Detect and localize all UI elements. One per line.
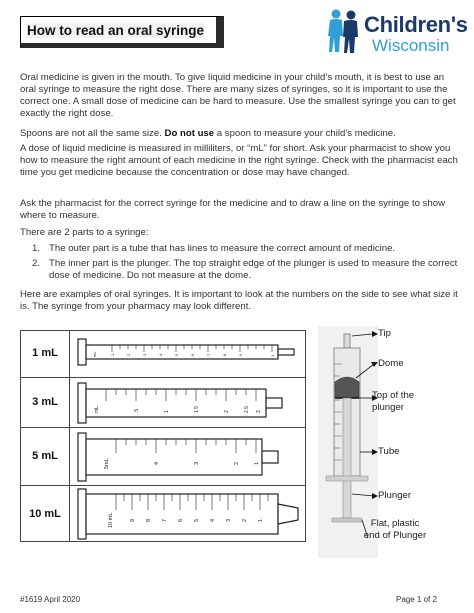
syringe-row-1ml bbox=[21, 331, 305, 377]
syringe-size-label: 3 mL bbox=[32, 396, 58, 408]
scale-mark: 9 bbox=[130, 518, 136, 522]
scale-mark: 8 bbox=[146, 518, 152, 522]
scale-mark: .5 bbox=[134, 408, 140, 413]
syringe-3ml-illustration bbox=[76, 381, 302, 425]
dose-paragraph: A dose of liquid medicine is measured in milliliters, or “mL” for short. Ask your pharmacist to show you how to measure the right amount of each medicine in the right syringe. Check with the pharmacist each time you get medicine because the concentration or dose may have changed. bbox=[20, 143, 458, 179]
scale-mark: .5 bbox=[174, 353, 179, 357]
scale-mark: 1 bbox=[164, 410, 170, 413]
list-number: 2. bbox=[32, 258, 41, 270]
scale-mark: .7 bbox=[206, 353, 211, 357]
scale-mark: 4 bbox=[210, 518, 216, 522]
syringe-row-3ml bbox=[21, 377, 305, 427]
examples-paragraph: Here are examples of oral syringes. It is important to look at the numbers on the side to see what size it is. The syringe from your pharmacy may look different. bbox=[20, 289, 458, 313]
scale-mark: 4 bbox=[154, 461, 160, 465]
spoon-warning-bold: Do not use bbox=[164, 128, 215, 139]
spoon-warning-paragraph bbox=[20, 128, 458, 140]
scale-mark: 1 bbox=[254, 461, 260, 465]
syringe-size-label: 5 mL bbox=[32, 450, 58, 462]
parts-list bbox=[32, 243, 458, 285]
label-tip: Tip bbox=[378, 328, 391, 339]
syringe-5ml-illustration bbox=[76, 431, 302, 483]
scale-mark: 3 bbox=[226, 518, 232, 522]
scale-mark: .6 bbox=[190, 353, 195, 357]
scale-mark: 2 bbox=[224, 410, 230, 413]
scale-mark: 2.5 bbox=[244, 406, 250, 413]
label-flat-end: Flat, plastic end of Plunger bbox=[363, 518, 427, 541]
document-id: #1619 April 2020 bbox=[20, 595, 81, 604]
scale-mark: 1 bbox=[258, 518, 264, 522]
scale-mark: .1 bbox=[110, 353, 115, 357]
syringe-row-5ml bbox=[21, 427, 305, 485]
scale-mark: 5mL bbox=[104, 458, 110, 469]
scale-mark: 3 bbox=[256, 410, 262, 413]
intro-paragraph: Oral medicine is given in the mouth. To give liquid medicine in your child’s mouth, it is best to use an oral syringe to measure the right dose. There are many sizes of syringes, so it is important to use the correct one. A small dose of medicine can be hard to measure. Use the smallest syringe you can to get exactly the right dose. bbox=[20, 72, 456, 120]
syringe-1ml-illustration bbox=[76, 335, 302, 369]
scale-mark: .3 bbox=[142, 353, 147, 357]
label-dome: Dome bbox=[378, 358, 404, 369]
spoon-warning-end: a spoon to measure your child’s medicine. bbox=[214, 128, 396, 139]
scale-mark: 5 bbox=[194, 518, 200, 522]
page-number: Page 1 of 2 bbox=[396, 595, 437, 604]
page-title: How to read an oral syringe bbox=[27, 23, 205, 38]
scale-mark: .2 bbox=[126, 353, 131, 357]
list-item bbox=[32, 258, 458, 282]
scale-mark: .9 bbox=[238, 353, 243, 357]
spoon-warning-start: Spoons are not all the same size. bbox=[20, 128, 165, 139]
logo-subtitle: Wisconsin bbox=[372, 36, 450, 55]
label-plunger: Plunger bbox=[378, 490, 412, 501]
scale-mark: 1 bbox=[270, 354, 275, 357]
scale-mark: mL bbox=[92, 351, 97, 357]
childrens-wisconsin-logo bbox=[326, 8, 466, 56]
scale-mark: 2 bbox=[234, 461, 240, 465]
label-top-of-plunger: Top of the plunger bbox=[372, 390, 415, 413]
syringe-10ml-illustration bbox=[76, 488, 302, 540]
scale-mark: 10 mL bbox=[108, 512, 114, 528]
list-text: The inner part is the plunger. The top straight edge of the plunger is used to measure the correct dose of medicine. Do not measure at the dome. bbox=[49, 258, 458, 282]
scale-mark: mL bbox=[94, 406, 100, 413]
parts-intro: There are 2 parts to a syringe: bbox=[20, 227, 149, 238]
scale-mark: .4 bbox=[158, 353, 163, 357]
scale-mark: 7 bbox=[162, 518, 168, 522]
syringe-size-label: 10 mL bbox=[29, 508, 61, 520]
list-text: The outer part is a tube that has lines to measure the correct amount of medicine. bbox=[49, 243, 396, 254]
pharmacist-paragraph: Ask the pharmacist for the correct syringe for the medicine and to draw a line on the syringe to show where to measure. bbox=[20, 198, 446, 222]
syringe-row-10ml bbox=[21, 485, 305, 542]
labeled-syringe-figure bbox=[318, 326, 464, 558]
logo-name: Children's bbox=[364, 12, 468, 37]
list-item bbox=[32, 243, 458, 255]
syringe-size-label: 1 mL bbox=[32, 347, 58, 359]
scale-mark: 1.5 bbox=[194, 406, 200, 413]
syringe-table bbox=[20, 330, 306, 542]
scale-mark: 3 bbox=[194, 461, 200, 465]
children-figures-icon bbox=[326, 8, 362, 54]
scale-mark: .8 bbox=[222, 353, 227, 357]
title-box bbox=[20, 16, 224, 48]
scale-mark: 6 bbox=[178, 518, 184, 522]
list-number: 1. bbox=[32, 243, 41, 254]
label-tube: Tube bbox=[378, 446, 400, 457]
scale-mark: 2 bbox=[242, 518, 248, 522]
